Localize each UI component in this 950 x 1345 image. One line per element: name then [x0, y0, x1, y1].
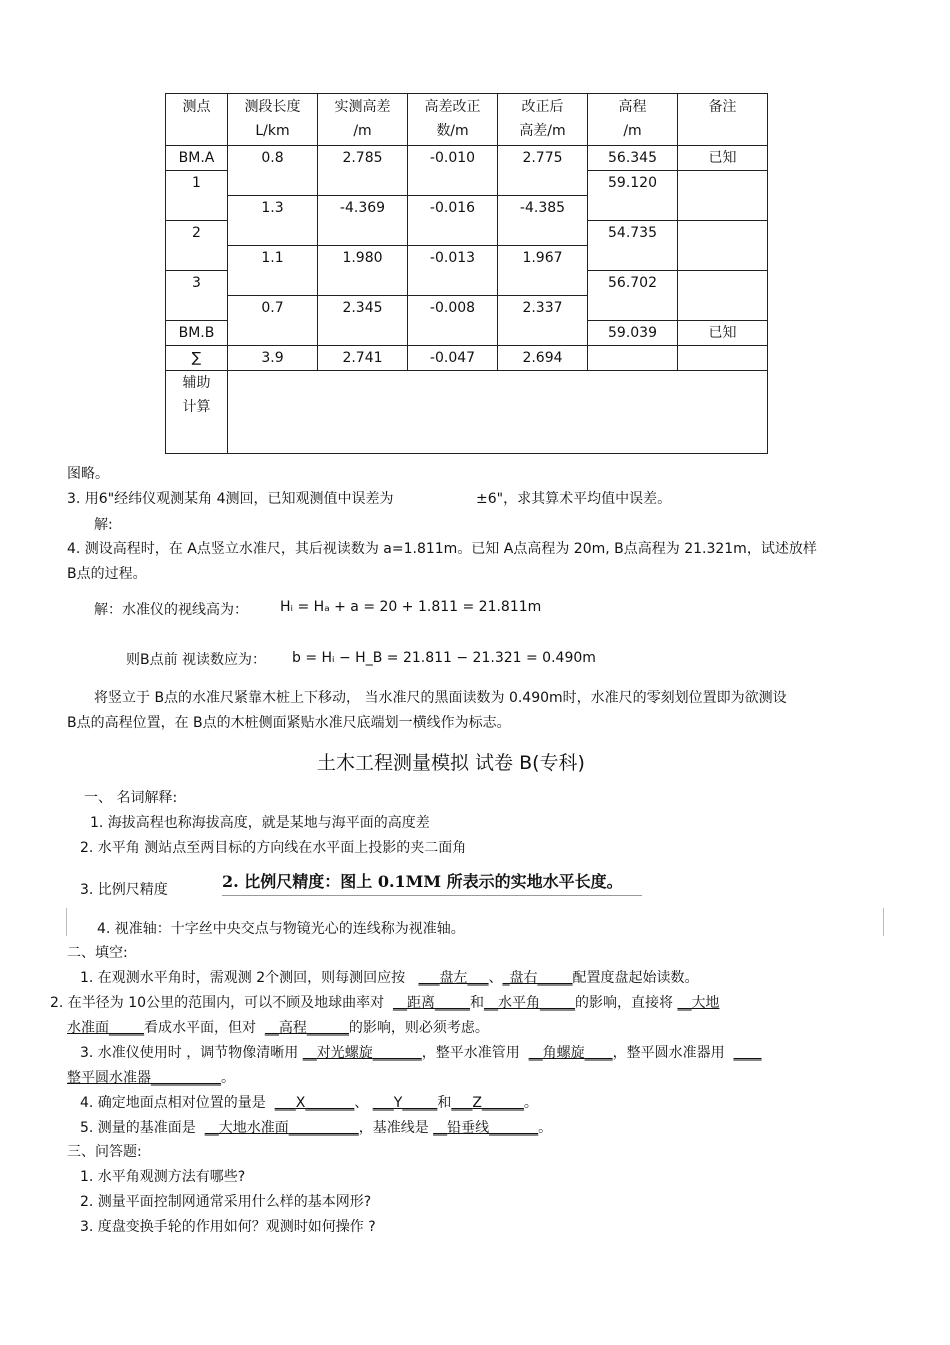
q4-formula-2: b = Hᵢ − H_B = 21.811 − 21.321 = 0.490m [292, 650, 596, 666]
note-cell [678, 271, 768, 321]
corrected-diff-cell: -4.385 [498, 196, 588, 246]
note-cell: 已知 [678, 321, 768, 346]
fill-4: 4. 确定地面点相对位置的量是 ___X_______、 ___Y_____和___Z______。 [80, 1095, 538, 1111]
q4-solution-2: 则B点前 视读数应为： [126, 652, 267, 668]
sum-elevation [588, 346, 678, 371]
q3-solution-label: 解: [94, 517, 113, 533]
figure-omitted-note: 图略。 [67, 466, 109, 482]
box-edge-left [66, 908, 67, 936]
header-cell: 实测高差 /m [318, 94, 408, 146]
sum-corrected: 2.694 [498, 346, 588, 371]
fill-1: 1. 在观测水平角时，需观测 2个测回，则每测回应按 ___盘左___、_盘右_____配置度盘起始读数。 [80, 970, 699, 986]
q4-solution-1: 解：水准仪的视线高为： [94, 602, 248, 618]
term-2: 2. 水平角 测站点至两目标的方向线在水平面上投影的夹二面角 [80, 840, 467, 856]
header-cell: 高程 /m [588, 94, 678, 146]
corrected-diff-cell: 1.967 [498, 246, 588, 296]
term-4: 4. 视准轴：十字丝中央交点与物镜光心的连线称为视准轴。 [97, 921, 465, 937]
correction-cell: -0.016 [408, 196, 498, 246]
sum-row [166, 346, 768, 371]
sum-distance: 3.9 [228, 346, 318, 371]
sum-measured: 2.741 [318, 346, 408, 371]
aux-content [228, 371, 768, 454]
header-cell: 测段长度 L/km [228, 94, 318, 146]
box-edge-right [883, 908, 884, 936]
header-cell: 测点 [166, 94, 228, 146]
correction-cell: -0.013 [408, 246, 498, 296]
note-cell: 已知 [678, 146, 768, 171]
elevation-cell: 59.120 [588, 171, 678, 221]
section1-heading: 一、 名词解释: [84, 790, 178, 806]
fill-2: 2. 在半径为 10公里的范围内，可以不顾及地球曲率对 __距离_____和__水平角_____的影响，直接将 __大地 [50, 995, 720, 1011]
header-cell: 改正后 高差/m [498, 94, 588, 146]
point-cell: 3 [166, 271, 228, 321]
point-cell: 2 [166, 221, 228, 271]
fill-2-line2: 水准面_____看成水平面，但对 __高程______的影响，则必须考虑。 [67, 1020, 489, 1036]
measured-diff-cell: 2.785 [318, 146, 408, 196]
elevation-cell: 54.735 [588, 221, 678, 271]
measured-diff-cell: -4.369 [318, 196, 408, 246]
distance-cell: 1.3 [228, 196, 318, 246]
term-1: 1. 海拔高程也称海拔高度，就是某地与海平面的高度差 [90, 815, 430, 831]
question-2: 2. 测量平面控制网通常采用什么样的基本网形? [80, 1194, 372, 1210]
pasted-definition: 2. 比例尺精度：图上 0.1MM 所表示的实地水平长度。 [222, 872, 623, 891]
measured-diff-cell: 1.980 [318, 246, 408, 296]
q4-solution-4: B点的高程位置，在 B点的木桩侧面紧贴水准尺底端划一横线作为标志。 [67, 715, 511, 731]
elevation-cell: 56.702 [588, 271, 678, 321]
fill-3: 3. 水准仪使用时 ，调节物像清晰用 __对光螺旋_______，整平水准管用 __角螺旋____，整平圆水准器用 ____ [80, 1045, 762, 1061]
leveling-table [165, 93, 768, 454]
term-3: 3. 比例尺精度 [80, 882, 168, 898]
table-header-row [166, 94, 768, 146]
question-1: 1. 水平角观测方法有哪些? [80, 1169, 246, 1185]
point-cell: BM.B [166, 321, 228, 346]
section2-heading: 二、填空: [67, 945, 128, 961]
elevation-cell: 59.039 [588, 321, 678, 346]
aux-row [166, 371, 768, 454]
corrected-diff-cell: 2.337 [498, 296, 588, 346]
correction-cell: -0.008 [408, 296, 498, 346]
header-cell: 高差改正 数/m [408, 94, 498, 146]
point-cell: 1 [166, 171, 228, 221]
q3-text-end: ±6"，求其算术平均值中误差。 [476, 491, 672, 507]
elevation-cell: 56.345 [588, 146, 678, 171]
header-cell: 备注 [678, 94, 768, 146]
q4-formula-1: Hᵢ = Hₐ + a = 20 + 1.811 = 21.811m [280, 599, 542, 615]
correction-cell: -0.010 [408, 146, 498, 196]
note-cell [678, 171, 768, 221]
section3-heading: 三、问答题: [67, 1144, 142, 1160]
q4-text: 4. 测设高程时，在 A点竖立水准尺，其后视读数为 a=1.811m。已知 A点高程为 20m, B点高程为 21.321m，试述放样 [67, 541, 817, 557]
scan-artifact-line [222, 895, 642, 896]
point-cell: BM.A [166, 146, 228, 171]
exam-title: 土木工程测量模拟 试卷 B(专科) [317, 752, 585, 774]
table-row [166, 146, 768, 171]
q3-text: 3. 用6"经纬仪观测某角 4测回，已知观测值中误差为 [67, 491, 394, 507]
sum-correction: -0.047 [408, 346, 498, 371]
distance-cell: 0.7 [228, 296, 318, 346]
distance-cell: 0.8 [228, 146, 318, 196]
measured-diff-cell: 2.345 [318, 296, 408, 346]
fill-3-line2: 整平圆水准器__________。 [67, 1070, 235, 1086]
distance-cell: 1.1 [228, 246, 318, 296]
corrected-diff-cell: 2.775 [498, 146, 588, 196]
fill-5: 5. 测量的基准面是 __大地水准面__________，基准线是 __铅垂线_______。 [80, 1120, 553, 1136]
aux-label: 辅助 计算 [166, 371, 228, 454]
sum-symbol: ∑ [166, 346, 228, 371]
question-3: 3. 度盘变换手轮的作用如何？观测时如何操作 ? [80, 1219, 376, 1235]
note-cell [678, 221, 768, 271]
q4-solution-3: 将竖立于 B点的水准尺紧靠木桩上下移动， 当水准尺的黑面读数为 0.490m时，水准尺的零刻划位置即为欲测设 [94, 690, 787, 706]
sum-note [678, 346, 768, 371]
q4-text-2: B点的过程。 [67, 566, 147, 582]
